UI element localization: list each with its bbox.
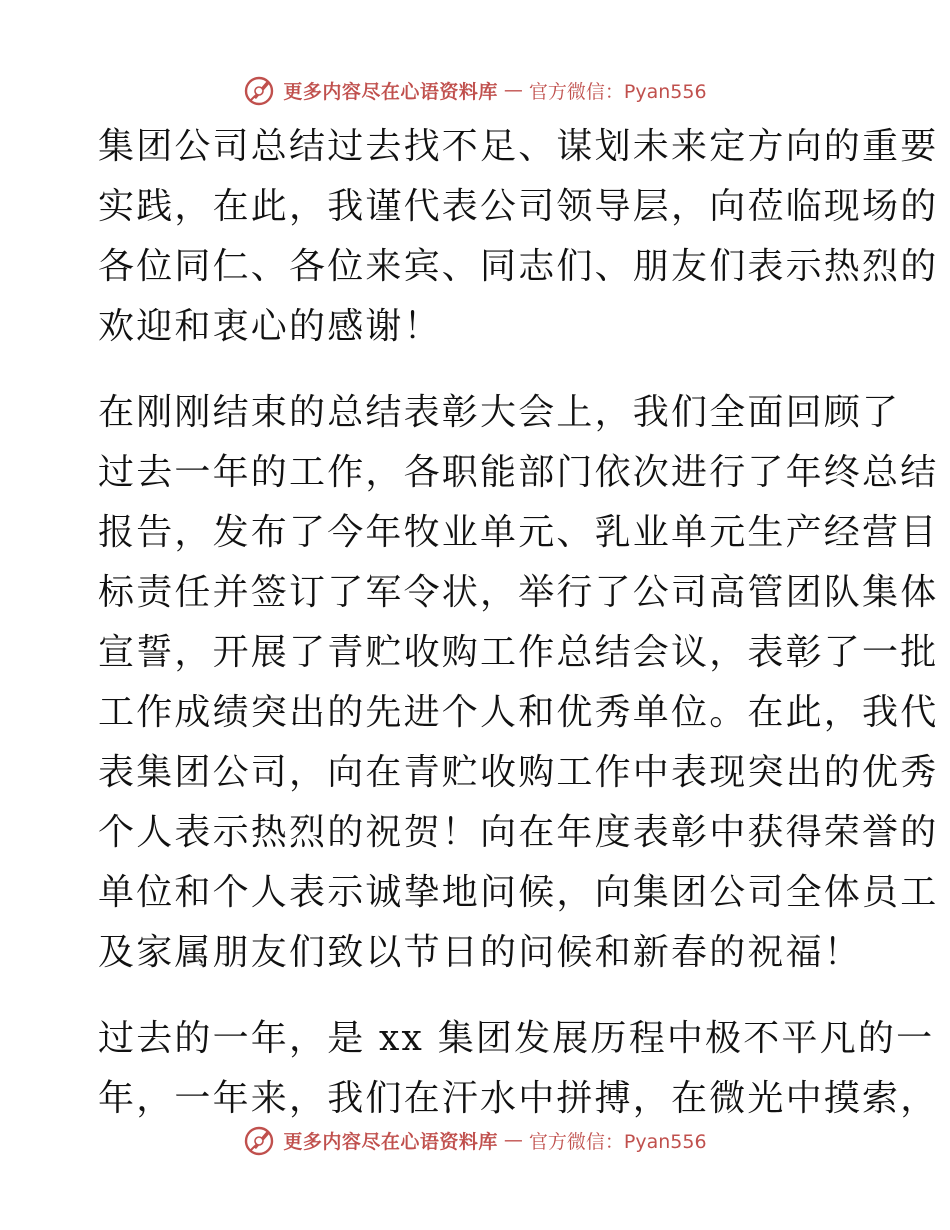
- quill-logo-icon: [243, 1123, 277, 1157]
- text-line: 年，一年来，我们在汗水中拼搏，在微光中摸索，: [98, 1078, 939, 1119]
- quill-logo-icon: [243, 73, 277, 107]
- paragraph-2: [98, 383, 939, 983]
- body-text: [98, 117, 939, 1129]
- paragraph-1: [98, 117, 939, 357]
- text-line: 单位和个人表示诚挚地问候，向集团公司全体员工: [98, 872, 939, 913]
- text-line: 标责任并签订了军令状，举行了公司高管团队集体: [98, 572, 939, 613]
- text-line: 实践，在此，我谨代表公司领导层，向莅临现场的: [98, 186, 939, 227]
- footer-watermark: [0, 1120, 950, 1160]
- text-line: 个人表示热烈的祝贺！向在年度表彰中获得荣誉的: [98, 812, 939, 853]
- watermark-text: 更多内容尽在心语资料库: [283, 1130, 498, 1153]
- text-line: 欢迎和衷心的感谢！: [98, 306, 442, 347]
- text-line: 各位同仁、各位来宾、同志们、朋友们表示热烈的: [98, 246, 939, 287]
- text-line: 工作成绩突出的先进个人和优秀单位。在此，我代: [98, 692, 939, 733]
- header-watermark: [0, 70, 950, 110]
- text-line: 过去一年的工作，各职能部门依次进行了年终总结: [98, 452, 939, 493]
- text-line: 表集团公司，向在青贮收购工作中表现突出的优秀: [98, 752, 939, 793]
- paragraph-3: [98, 1009, 939, 1129]
- text-line: 集团公司总结过去找不足、谋划未来定方向的重要: [98, 126, 939, 167]
- text-line: 及家属朋友们致以节日的问候和新春的祝福！: [98, 932, 863, 973]
- watermark-separator: —: [503, 1129, 523, 1151]
- watermark-wechat: 官方微信：Pyan556: [528, 1130, 707, 1153]
- text-line: 宣誓，开展了青贮收购工作总结会议，表彰了一批: [98, 632, 939, 673]
- text-line: 过去的一年，是 xx 集团发展历程中极不平凡的一: [98, 1018, 935, 1059]
- text-line: 报告，发布了今年牧业单元、乳业单元生产经营目: [98, 512, 939, 553]
- text-line: 在刚刚结束的总结表彰大会上，我们全面回顾了: [98, 392, 901, 433]
- watermark-text: 更多内容尽在心语资料库: [283, 80, 498, 103]
- watermark-wechat: 官方微信：Pyan556: [528, 80, 707, 103]
- watermark-separator: —: [503, 79, 523, 101]
